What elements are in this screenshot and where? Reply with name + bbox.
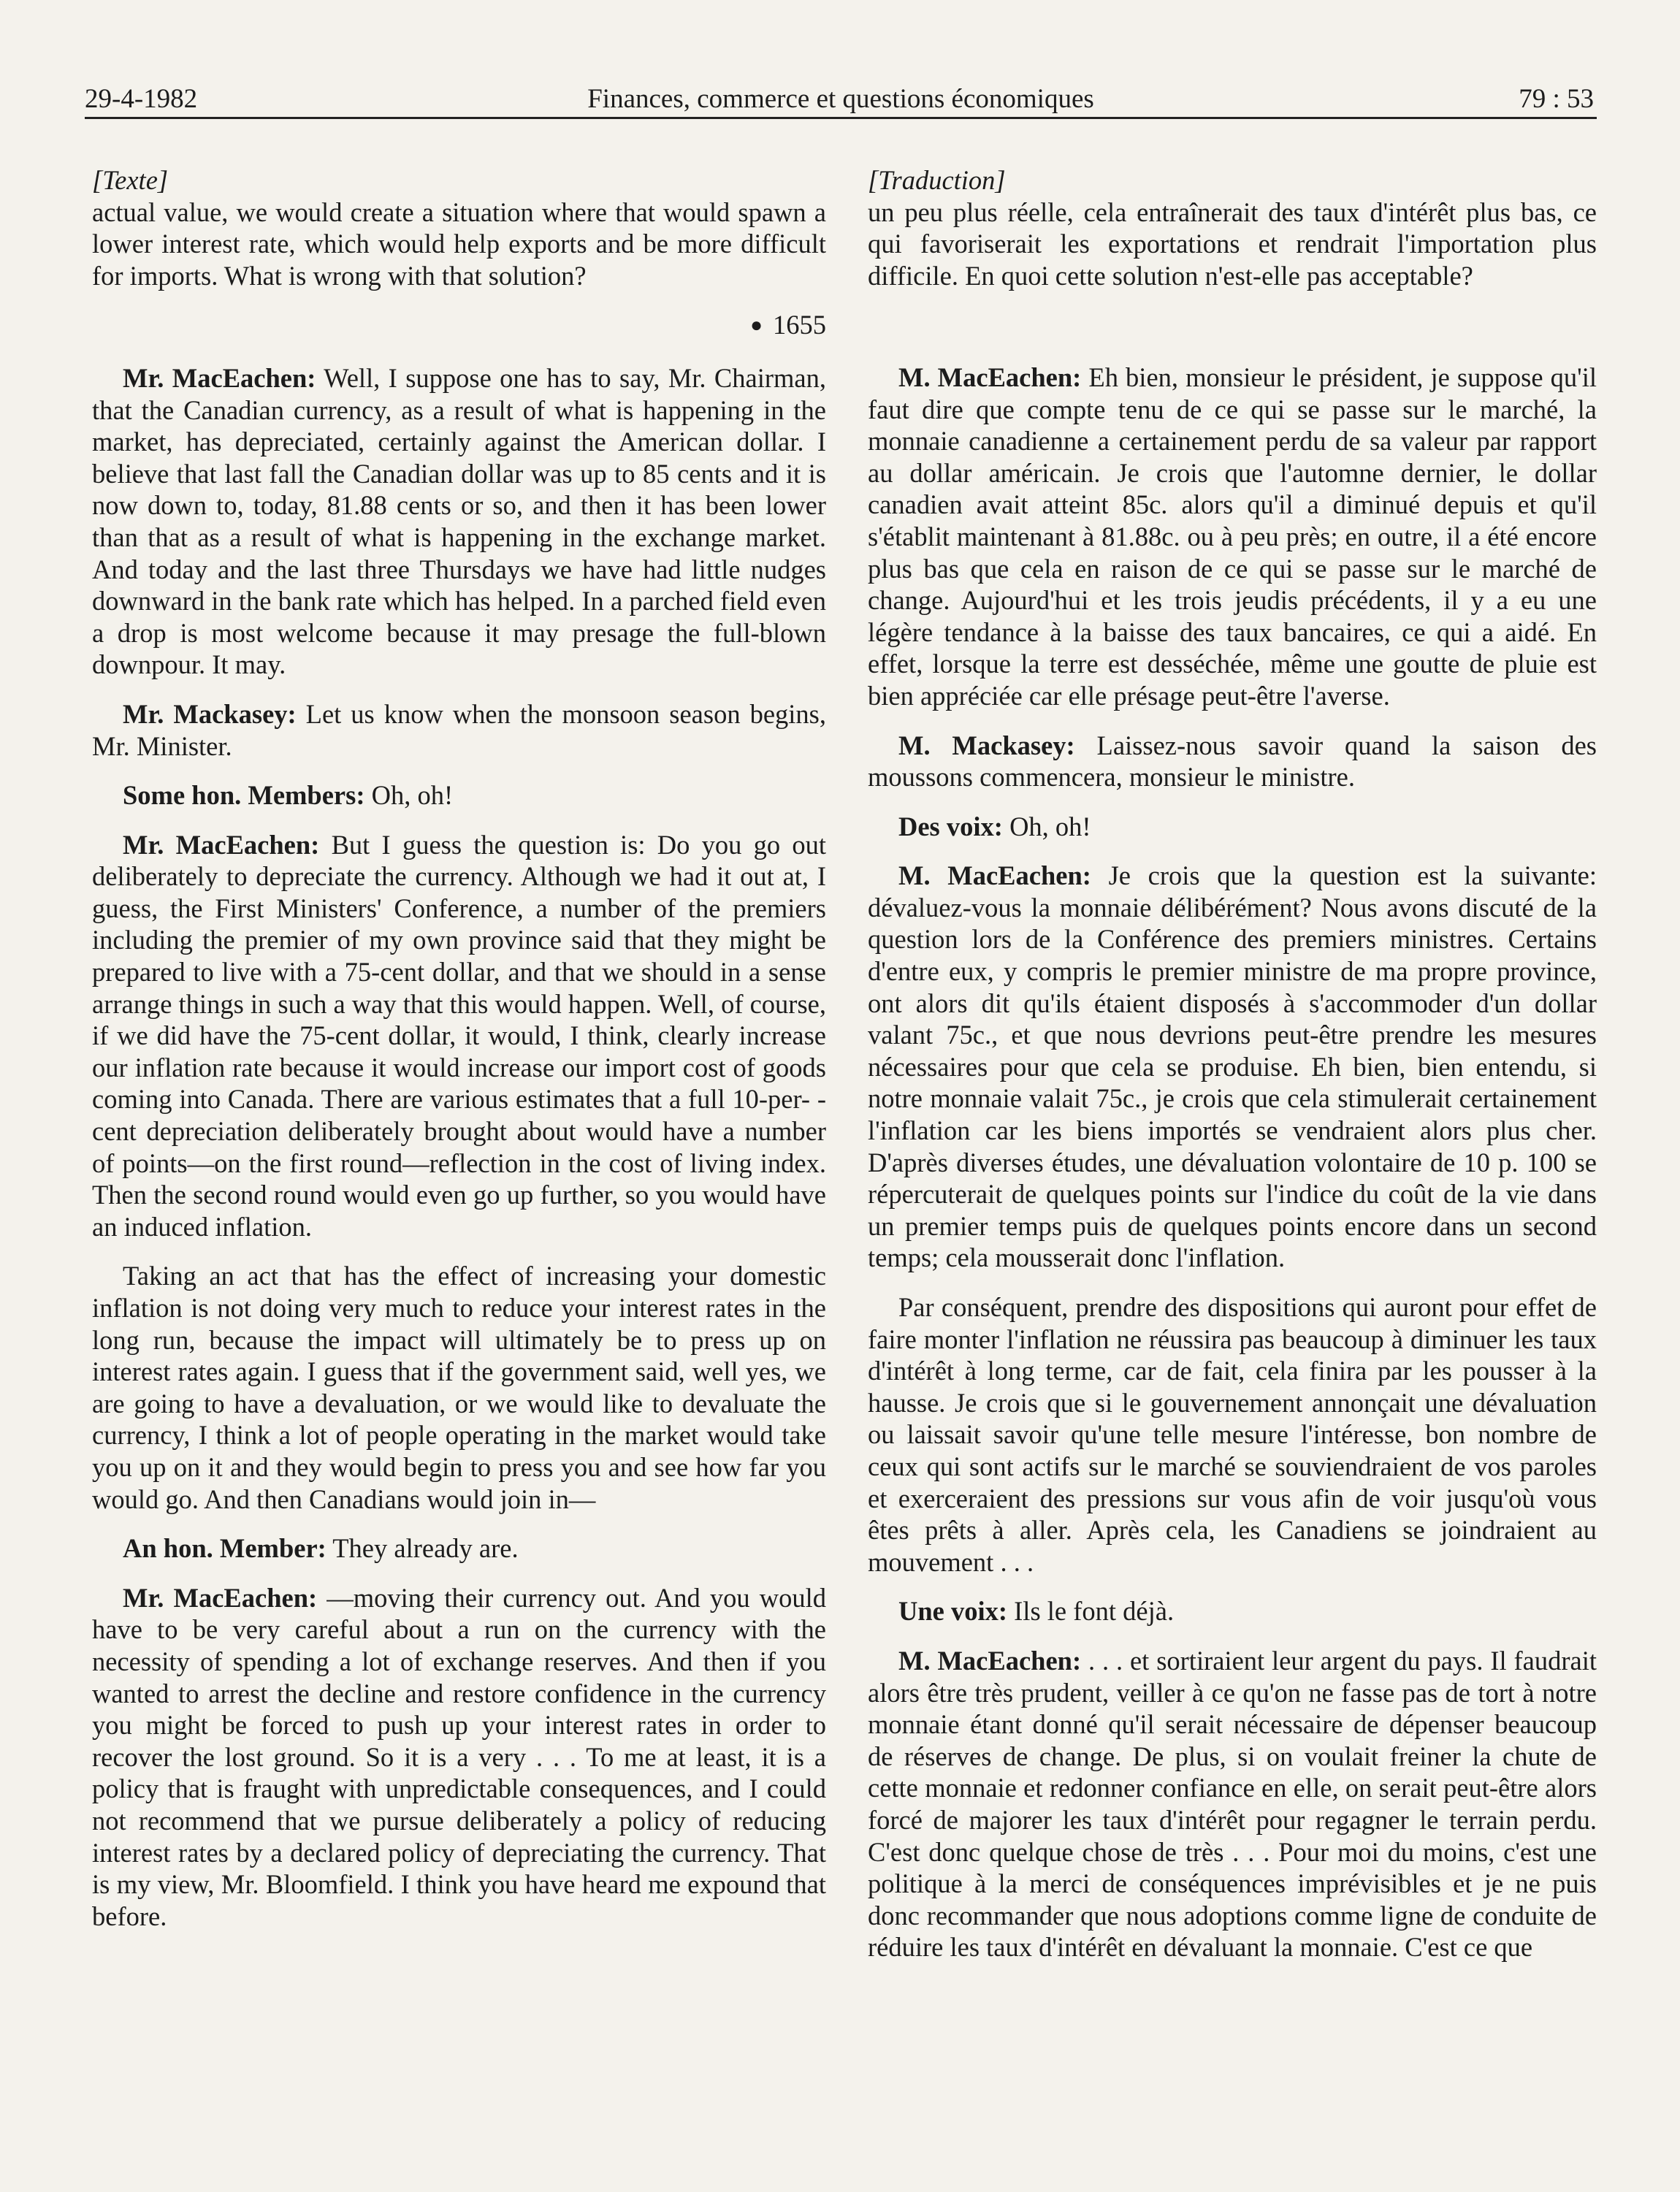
speech-paragraph: [868, 730, 1597, 793]
header-title: Finances, commerce et questions économiques: [587, 84, 1094, 114]
speech-paragraph: [92, 1582, 826, 1933]
header-date: 29-4-1982: [85, 84, 198, 114]
speech-paragraph: [92, 829, 826, 1243]
speech-text: . . . et sortiraient leur argent du pays. Il faudrait alors être très prudent, veiller à ce qu'on ne fasse pas de tort à notre monnaie étant donné qu'il serait nécessaire de dépenser beaucoup de réserves de change. De plus, si on voulait freiner la chute de cette monnaie et redonner confiance en elle, on serait peut-être alors forcé de majorer les taux d'intérêt pour regagner le terrain perdu. C'est donc quelque chose de très . . . Pour moi du moins, c'est une politique à la merci de conséquences imprévisibles et je ne puis donc recommander que nous adoptions comme ligne de conduite de réduire les taux d'intérêt en dévaluant la monnaie. C'est ce que: [868, 1645, 1597, 1963]
speaker-name: Des voix:: [898, 811, 1003, 841]
speaker-name: M. MacEachen:: [898, 362, 1082, 392]
speaker-name: An hon. Member:: [123, 1533, 327, 1564]
speech-paragraph: [868, 1645, 1597, 1963]
speech-text: Eh bien, monsieur le président, je suppose qu'il faut dire que compte tenu de ce qui se passe sur le marché, la monnaie canadienne a certainement perdu de sa valeur par rapport au dollar américain. Je crois que l'automne dernier, le dollar canadien avait atteint 85c. alors qu'il a diminué depuis et qu'il s'établit maintenant à 81.88c. ou à peu près; en outre, il a été encore plus bas que cela en raison de ce qui se passe sur le marché de change. Aujourd'hui et les trois jeudis précédents, il y a eu une légère tendance à la baisse des taux bancaires, ce qui a aidé. En effet, lorsque la terre est desséchée, même une goutte de pluie est bien appréciée car elle présage peut-être l'averse.: [868, 362, 1597, 711]
english-column: [92, 164, 826, 1949]
speaker-name: Mr. MacEachen:: [123, 829, 320, 860]
speech-paragraph: [92, 698, 826, 762]
speech-paragraph: [92, 779, 826, 812]
speech-text: Laissez-nous savoir quand la saison des moussons commencera, monsieur le ministre.: [868, 730, 1597, 793]
paragraph: Par conséquent, prendre des dispositions qui auront pour effet de faire monter l'inflation ne réussira pas beaucoup à diminuer les taux d'intérêt à long terme, car de fait, cela finira par les pousser à la hausse. Je crois que si le gouvernement annonçait une dévaluation ou laissait savoir qu'une telle mesure l'intéresse, bon nombre de ceux qui sont actifs sur le marché se souviendraient de vos paroles et exerceraient des pressions sur vous afin de voir jusqu'où vous êtes prêts à aller. Après cela, les Canadiens se joindraient au mouvement . . .: [868, 1292, 1597, 1577]
speech-text: Oh, oh!: [364, 780, 454, 811]
language-tag: [Texte]: [92, 165, 169, 195]
paragraph: un peu plus réelle, cela entraînerait des taux d'intérêt plus bas, ce qui favoriserait les exportations et rendrait l'importation plus difficile. En quoi cette solution n'est-elle pas acceptable?: [868, 196, 1597, 291]
speaker-name: M. MacEachen:: [898, 1645, 1082, 1676]
speech-paragraph: [868, 1595, 1597, 1627]
paragraph: actual value, we would create a situation where that would spawn a lower interest rate, which would help exports and be more difficult for imports. What is wrong with that solution?: [92, 196, 826, 291]
speech-paragraph: [92, 1532, 826, 1565]
speaker-name: M. MacEachen:: [898, 860, 1091, 891]
timestamp-value: 1655: [773, 310, 826, 340]
speech-paragraph: [868, 362, 1597, 712]
paragraph: Taking an act that has the effect of increasing your domestic inflation is not doing very much to reduce your interest rates in the long run, because the impact will ultimately be to press up on interest rates again. I guess that if the government said, well yes, we are going to have a devaluation, or we would like to devaluate the currency, I think a lot of people operating in the market would take you up on it and they would begin to press you and see how far you would go. And then Canadians would join in—: [92, 1261, 826, 1514]
speaker-name: M. Mackasey:: [898, 730, 1075, 760]
speech-text: Je crois que la question est la suivante: dévaluez-vous la monnaie délibérément? Nous avons discuté de la question lors de la Conférence des premiers ministres. Certains d'entre eux, y compris le premier ministre de ma propre province, ont alors dit qu'ils étaient disposés à s'accommoder d'un dollar valant 75c., et que nous devrions peut-être prendre les mesures nécessaires pour que cela se produise. Eh bien, bien entendu, si notre monnaie valait 75c., je crois que cela stimulerait certainement l'inflation car les biens importés se vendraient alors plus cher. D'après diverses études, une dévaluation volontaire de 10 p. 100 se répercuterait de quelques points sur l'indice du coût de la vie dans un premier temps puis de quelques points encore dans un second temps; cela mousserait donc l'inflation.: [868, 860, 1597, 1273]
speech-text: Oh, oh!: [1002, 811, 1091, 841]
header-page-number: 79 : 53: [1519, 84, 1594, 114]
timestamp: [92, 309, 826, 342]
page-header: [85, 76, 1597, 119]
speech-text: Ils le font déjà.: [1007, 1596, 1175, 1627]
speech-paragraph: [92, 362, 826, 681]
speaker-name: Une voix:: [898, 1596, 1008, 1627]
french-column: [868, 164, 1597, 1981]
language-tag: [Traduction]: [868, 165, 1006, 195]
bullet-icon: ●: [750, 314, 763, 337]
speech-text: But I guess the question is: Do you go out deliberately to depreciate the currency. Although we had it out at, I guess, the First Ministers' Conference, a number of the premiers including the premier of my own province said that they might be prepared to live with a 75-cent dollar, and that we should in a sense arrange things in such a way that this would happen. Well, of course, if we did have the 75-cent dollar, it would, I think, clearly increase our inflation rate because it would increase our import cost of goods coming into Canada. There are various estimates that a full 10-per- -cent depreciation deliberately brought about would have a number of points—on the first round—reflection in the cost of living index. Then the second round would even go up further, so you would have an induced inflation.: [92, 829, 827, 1242]
speaker-name: Mr. MacEachen:: [123, 1582, 318, 1613]
speaker-name: Mr. MacEachen:: [123, 362, 316, 393]
speech-text: —moving their currency out. And you would have to be very careful about a run on the currency with the necessity of spending a lot of exchange reserves. And then if you wanted to arrest the decline and restore confidence in the currency you might be forced to push up your interest rates in order to recover the lost ground. So it is a very . . . To me at least, it is a policy that is fraught with unpredictable consequences, and I could not recommend that we pursue deliberately a policy of reducing interest rates by a declared policy of depreciating the currency. That is my view, Mr. Bloomfield. I think you have heard me expound that before.: [92, 1582, 826, 1931]
speech-paragraph: [868, 811, 1597, 843]
speech-text: Let us know when the monsoon season begins, Mr. Minister.: [92, 698, 826, 761]
speaker-name: Some hon. Members:: [123, 780, 365, 811]
speech-paragraph: [868, 860, 1597, 1274]
speech-text: Well, I suppose one has to say, Mr. Chairman, that the Canadian currency, as a result of what is happening in the market, has depreciated, certainly against the American dollar. I believe that last fall the Canadian dollar was up to 85 cents and it is now down to, today, 81.88 cents or so, and then it has been lower than that as a result of what is happening in the exchange market. And today and the last three Thursdays we have had little nudges downward in the bank rate which has helped. In a parched field even a drop is most welcome because it may presage the full-blown downpour. It may.: [92, 362, 826, 680]
speaker-name: Mr. Mackasey:: [123, 698, 297, 729]
speech-text: They already are.: [326, 1533, 519, 1564]
